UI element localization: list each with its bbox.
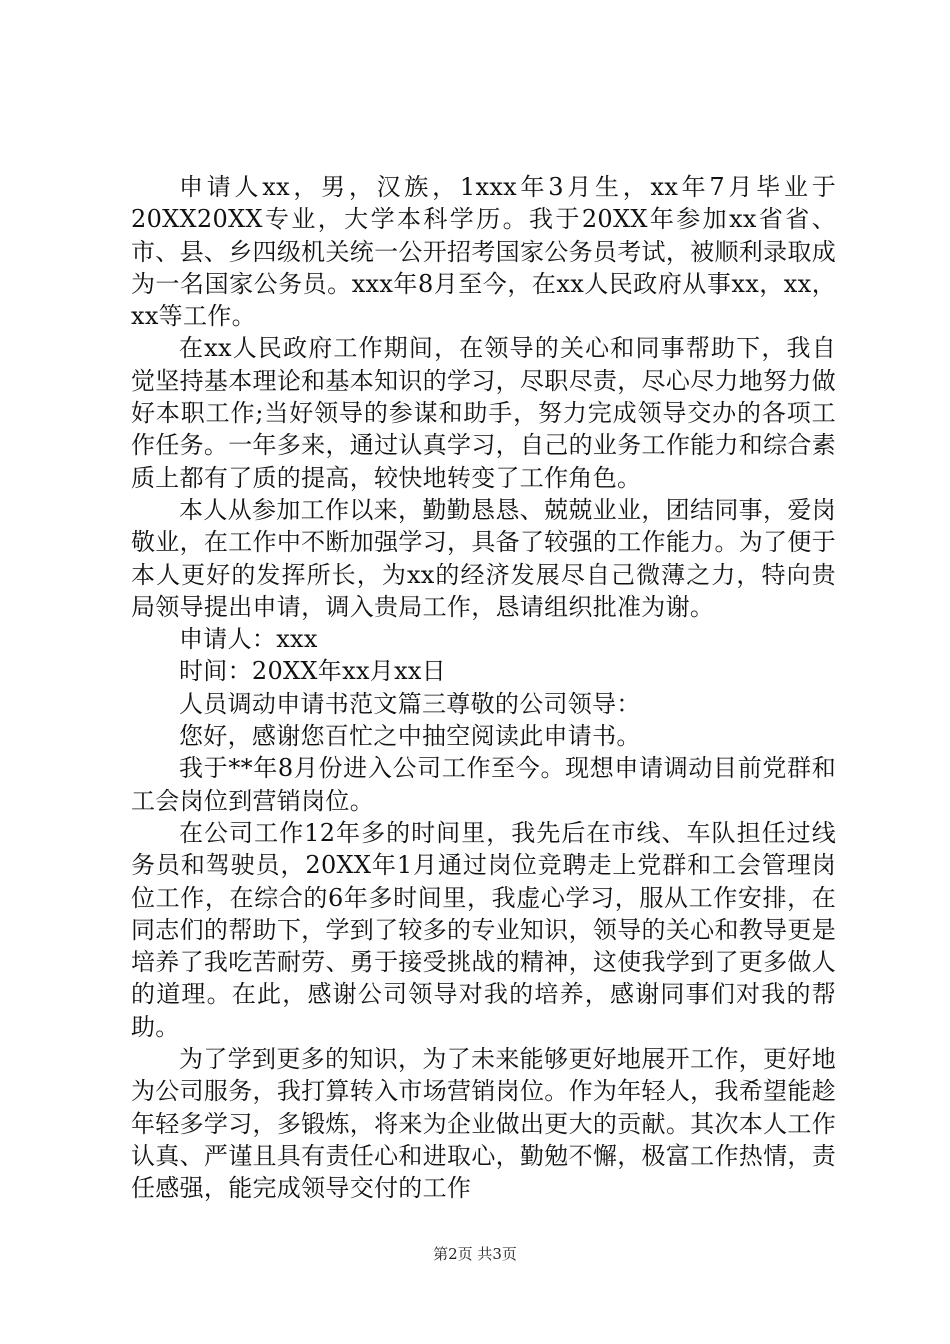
greeting: 您好，感谢您百忙之中抽空阅读此申请书。 bbox=[179, 722, 641, 751]
paragraph: 申请人xx，男，汉族，1xxx年3月生，xx年7月毕业于20XX20XX专业，大学本科学历。我于20XX年参加xx省省、市、县、乡四级机关统一公开招考国家公务员考试，被顺利录取成为一名国家公务员。xxx年8月至今，在xx人民政府从事xx，xx，xx等工作。 bbox=[131, 173, 836, 331]
document-body bbox=[131, 171, 836, 1205]
paragraph: 为了学到更多的知识，为了未来能够更好地展开工作，更好地为公司服务，我打算转入市场营销岗位。作为年轻人，我希望能趁年轻多学习，多锻炼，将来为企业做出更大的贡献。其次本人工作认真、严谨且具有责任心和进取心，勤勉不懈，极富工作热情，责任感强，能完成领导交付的工作 bbox=[131, 1045, 836, 1203]
paragraph: 在xx人民政府工作期间，在领导的关心和同事帮助下，我自觉坚持基本理论和基本知识的学习，尽职尽责，尽心尽力地努力做好本职工作;当好领导的参谋和助手，努力完成领导交办的各项工作任务。一年多来，通过认真学习，自己的业务工作能力和综合素质上都有了质的提高，较快地转变了工作角色。 bbox=[131, 334, 836, 492]
page-number-footer: 第2页 共3页 bbox=[433, 1245, 517, 1263]
section-heading: 人员调动申请书范文篇三尊敬的公司领导： bbox=[179, 689, 641, 718]
paragraph: 本人从参加工作以来，勤勤恳恳、兢兢业业，团结同事，爱岗敬业，在工作中不断加强学习，具备了较强的工作能力。为了便于本人更好的发挥所长，为xx的经济发展尽自己微薄之力，特向贵局领导提出申请，调入贵局工作，恳请组织批准为谢。 bbox=[131, 495, 836, 621]
signature-applicant: 申请人：xxx bbox=[179, 625, 318, 654]
signature-date: 时间：20XX年xx月xx日 bbox=[179, 657, 447, 686]
paragraph: 我于**年8月份进入公司工作至今。现想申请调动目前党群和工会岗位到营销岗位。 bbox=[131, 754, 836, 815]
paragraph: 在公司工作12年多的时间里，我先后在市线、车队担任过线务员和驾驶员，20XX年1月通过岗位竞聘走上党群和工会管理岗位工作，在综合的6年多时间里，我虚心学习，服从工作安排，在同志们的帮助下，学到了较多的专业知识，领导的关心和教导更是培养了我吃苦耐劳、勇于接受挑战的精神，这使我学到了更多做人的道理。在此，感谢公司领导对我的培养，感谢同事们对我的帮助。 bbox=[131, 818, 836, 1041]
